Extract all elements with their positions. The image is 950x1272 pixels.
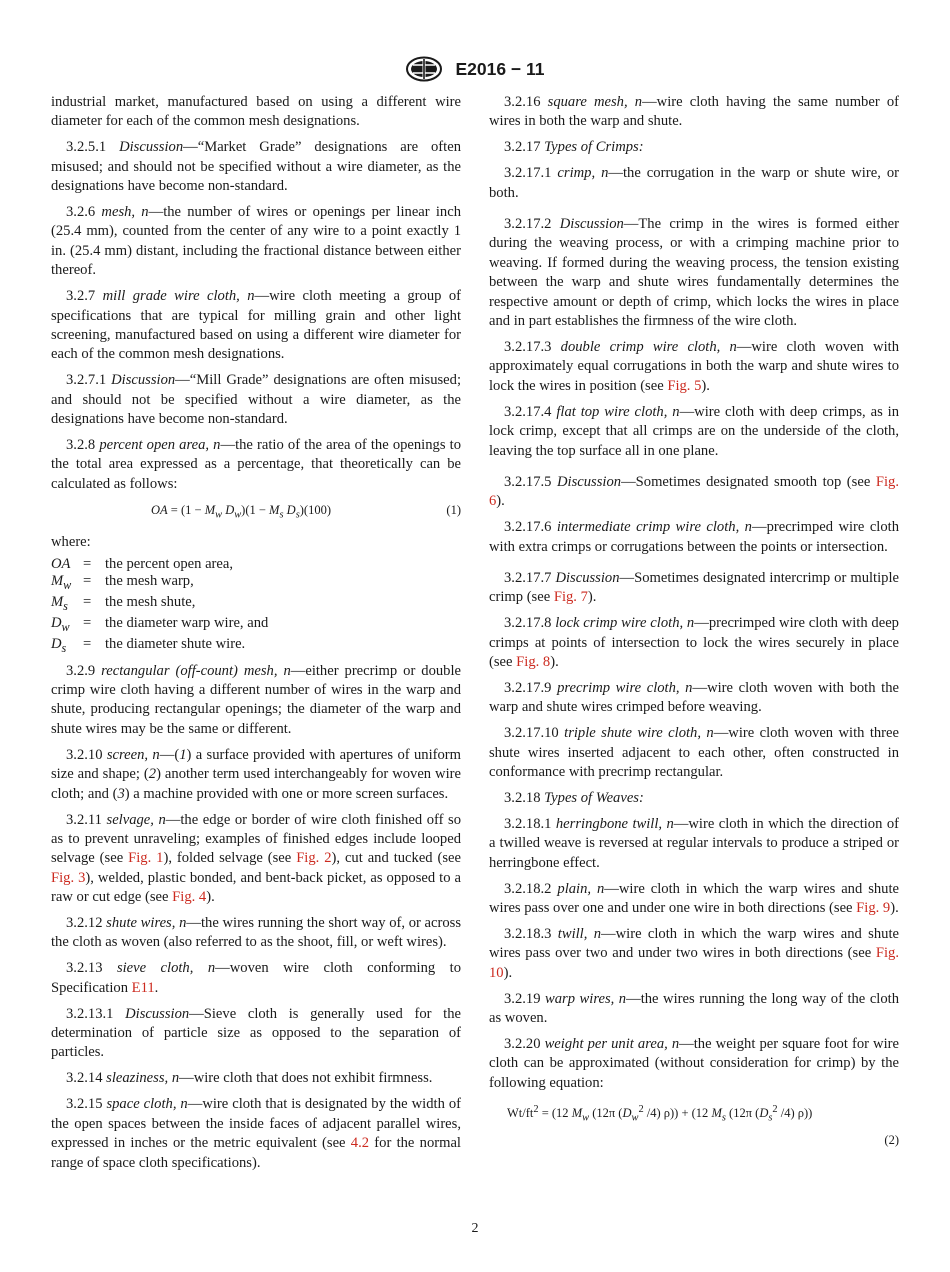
section-4-2-link[interactable]: 4.2 <box>350 1135 370 1152</box>
astm-logo-icon <box>405 56 443 82</box>
equation-2: $Wt/ft^2 = (12$ $M_w$ (12π ($D_w^2$ /4) ρ)) + (12 $M_s$ (12π ($D_s^2$ /4) ρ)) <box>507 1103 813 1124</box>
paragraph: 3.2.12 shute wires, n—the wires running the short way of, or across the cloth as woven (also referred to as the shoot, fill, or weft wires). <box>51 915 461 951</box>
variable-row: $D_s$ = the diameter shute wire. <box>51 635 246 655</box>
paragraph: 3.2.17 Types of Crimps: <box>504 139 644 156</box>
paragraph: 3.2.8 percent open area, n—the ratio of the area of the openings to the total area expressed as a percentage, that theoretically can be calculated as follows: <box>51 437 461 492</box>
paragraph: 3.2.16 square mesh, n—wire cloth having the same number of wires in both the warp and shute. <box>489 94 899 130</box>
fig-4-link[interactable]: Fig. 4 <box>172 889 207 906</box>
equation-2-number: (2) <box>884 1132 899 1147</box>
paragraph: 3.2.17.6 intermediate crimp wire cloth, n—precrimped wire cloth with extra crimps or corrugations between the points or intersection. <box>489 519 899 555</box>
variable-row: OA = the percent open area, <box>51 556 234 573</box>
variable-row: $D_w$ = the diameter warp wire, and <box>51 614 269 634</box>
paragraph: 3.2.10 screen, n—(1) a surface provided with apertures of uniform size and shape; (2) another term used interchangeably for woven wire cloth; and (3) a machine provided with one or more screen surfaces. <box>51 746 461 802</box>
fig-2-link[interactable]: Fig. 2 <box>296 850 332 867</box>
paragraph: 3.2.18 Types of Weaves: <box>504 790 644 807</box>
right-column <box>489 93 899 1150</box>
fig-3-link[interactable]: Fig. 3 <box>51 869 86 886</box>
variable-definitions <box>51 556 268 657</box>
paragraph: 3.2.17.5 Discussion—Sometimes designated smooth top (see Fig. 6). <box>489 473 899 510</box>
fig-5-link[interactable]: Fig. 5 <box>667 377 702 394</box>
equation-1-number: (1) <box>446 502 461 517</box>
fig-6-link[interactable]: Fig. 6 <box>489 473 899 510</box>
where-label: where: <box>51 533 91 550</box>
paragraph: 3.2.17.1 crimp, n—the corrugation in the warp or shute wire, or both. <box>489 165 899 201</box>
paragraph: 3.2.5.1 Discussion—“Market Grade” designations are often misused; and should not be specified without a wire diameter, as the designations have become non-standard. <box>51 139 461 195</box>
paragraph: 3.2.6 mesh, n—the number of wires or openings per linear inch (25.4 mm), counted from the center of any wire to a point exactly 1 in. (25.4 mm) distant, including the fractional distance between either thereof. <box>51 204 461 279</box>
paragraph: 3.2.9 rectangular (off-count) mesh, n—either precrimp or double crimp wire cloth having a different number of wires in the warp and shute, producing rectangular openings; the diameter of the warp and shute wires may be the same or different. <box>51 662 461 737</box>
paragraph: 3.2.14 sleaziness, n—wire cloth that does not exhibit firmness. <box>66 1070 433 1087</box>
paragraph: 3.2.19 warp wires, n—the wires running the long way of the cloth as woven. <box>489 990 899 1027</box>
equation-1 <box>51 501 461 525</box>
paragraph: 3.2.17.4 flat top wire cloth, n—wire cloth with deep crimps, as in lock crimp, except that all crimps are on the underside of the cloth, leaving the top surface all in one plane. <box>489 403 900 459</box>
paragraph: 3.2.7.1 Discussion—“Mill Grade” designations are often misused; and should not be specified without a wire diameter, as the designations have become non-standard. <box>51 372 461 428</box>
paragraph: 3.2.11 selvage, n—the edge or border of wire cloth finished off so as to prevent unraveling; examples of finished edges include looped selvage (see Fig. 1), folded selvage (see Fig. 2), cut and tucked (see Fig. 3), welded, plastic bonded, and bent-back picket, as opposed to a raw or cut edge (see Fig. 4). <box>51 811 462 906</box>
fig-9-link[interactable]: Fig. 9 <box>856 900 891 917</box>
page-number: 2 <box>471 1221 479 1236</box>
fig-10-link[interactable]: Fig. 10 <box>489 945 899 981</box>
paragraph: 3.2.17.2 Discussion—The crimp in the wires is formed either during the weaving process, or with a crimping machine prior to weaving. If formed during the weaving process, the tension existing between the warp and shute wires fundamentally determines the respective amount or depth of crimp, which locks the wires in place and in part establishes the firmness of the wire cloth. <box>489 216 900 330</box>
paragraph: 3.2.15 space cloth, n—wire cloth that is designated by the width of the open spaces between the inside faces of adjacent parallel wires, expressed in inches or the metric equivalent (see 4.2 for the normal range of space cloth specifications). <box>51 1096 461 1171</box>
paragraph: 3.2.13.1 Discussion—Sieve cloth is generally used for the determination of particle size as opposed to the separation of particles. <box>51 1005 461 1061</box>
paragraph: industrial market, manufactured based on using a different wire diameter for each of the common mesh designations. <box>51 94 461 130</box>
variable-row: $M_s$ = the mesh shute, <box>51 593 196 613</box>
fig-8-link[interactable]: Fig. 8 <box>516 654 551 671</box>
paragraph: 3.2.17.3 double crimp wire cloth, n—wire cloth woven with approximately equal corrugations in both the warp and shute wires to lock the wires in position (see Fig. 5). <box>489 338 899 394</box>
paragraph: 3.2.17.7 Discussion—Sometimes designated intercrimp or multiple crimp (see Fig. 7). <box>489 570 899 606</box>
paragraph: 3.2.17.8 lock crimp wire cloth, n—precrimped wire cloth with deep crimps at points of intersection to lock the wires securely in place (see Fig. 8). <box>489 615 899 671</box>
paragraph: 3.2.13 sieve cloth, n—woven wire cloth conforming to Specification E11. <box>51 960 461 996</box>
variable-row: $M_w$ = the mesh warp, <box>51 573 194 592</box>
fig-1-link[interactable]: Fig. 1 <box>128 850 164 867</box>
left-column <box>51 93 461 1179</box>
fig-7-link[interactable]: Fig. 7 <box>553 589 588 606</box>
paragraph: 3.2.20 weight per unit area, n—the weight per square foot for wire cloth can be approximated (without consideration for crimp) by the following equation: <box>489 1036 899 1091</box>
paragraph: 3.2.17.10 triple shute wire cloth, n—wire cloth woven with three shute wires inserted adjacent to each other, often constructed in conformance with precrimp rectangular. <box>489 725 899 781</box>
document-code: E2016 − 11 <box>455 58 545 79</box>
paragraph: 3.2.7 mill grade wire cloth, n—wire cloth meeting a group of specifications that are typical for milling grain and other light screening, manufactured based on using a different wire diameter for each of the common mesh designations. <box>51 288 462 363</box>
paragraph: 3.2.18.1 herringbone twill, n—wire cloth in which the direction of a twilled weave is reversed at regular intervals to produce a striped or herringbone effect. <box>489 816 899 871</box>
paragraph: 3.2.18.2 plain, n—wire cloth in which the warp wires and shute wires pass over one and under one wire in both directions (see Fig. 9). <box>489 880 900 917</box>
paragraph: 3.2.17.9 precrimp wire cloth, n—wire cloth woven with both the warp and shute wires crimped before weaving. <box>489 680 899 716</box>
page-header <box>0 56 950 82</box>
equation-1-expression: OA = ($1 - M_w$ $D_w)(1 - M_s$ $D_s)(100)$ <box>151 502 331 521</box>
paragraph: 3.2.18.3 twill, n—wire cloth in which the warp wires and shute wires pass over two and under two wires in both directions (see Fig. 10). <box>489 926 899 981</box>
e11-link[interactable]: E11 <box>131 979 155 996</box>
